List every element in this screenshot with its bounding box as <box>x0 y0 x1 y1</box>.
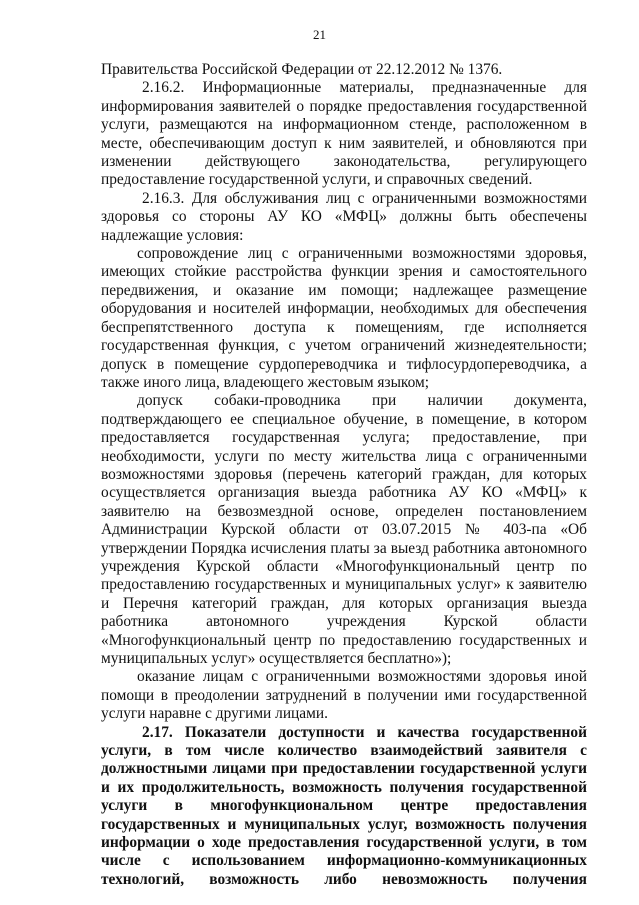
paragraph: допуск собаки-проводника при наличии документа, подтверждающего ее специальное обучение, в помещение, в котором предоставляется государственная услуга; предоставление, при необходимости, услуги по месту жительства лица с ограниченными возможностями здоровья (перечень категорий граждан, для которых осуществляется организация выезда работника АУ КО «МФЦ» к заявителю на безвозмездной основе, определен постановлением Администрации Курской области от 03.07.2015 № 403-па «Об утверждении Порядка исчисления платы за выезд работника автономного учреждения Курской области «Многофункциональный центр по предоставлению государственных и муниципальных услуг» к заявителю и Перечня категорий граждан, для которых организация выезда работника автономного учреждения Курской области «Многофункциональный центр по предоставлению государственных и муниципальных услуг» осуществляется бесплатно»); <box>101 392 587 667</box>
page-number: 21 <box>313 27 326 42</box>
paragraph: сопровождение лиц с ограниченными возможностями здоровья, имеющих стойкие расстройства функции зрения и самостоятельного передвижения, и оказание им помощи; надлежащее размещение оборудования и носителей информации, необходимых для обеспечения беспрепятственного доступа к помещениям, где исполняется государственная функция, с учетом ограничений жизнедеятельности; допуск в помещение сурдопереводчика и тифлосурдопереводчика, а также иного лица, владеющего жестовым языком; <box>101 245 587 391</box>
body-text <box>101 61 587 889</box>
paragraph: 2.16.3. Для обслуживания лиц с ограниченными возможностями здоровья со стороны АУ КО «МФЦ» должны быть обеспечены надлежащие условия: <box>101 189 587 244</box>
section-heading: 2.17. Показатели доступности и качества государственной услуги, в том числе количество взаимодействий заявителя с должностными лицами при предоставлении государственной услуги и их продолжительность, возможность получения государственной услуги в многофункциональном центре предоставления государственных и муниципальных услуг, возможность получения информации о ходе предоставления государственной услуги, в том числе с использованием информационно-коммуникационных технологий, возможность либо невозможность получения <box>101 723 587 888</box>
paragraph: Правительства Российской Федерации от 22.12.2012 № 1376. <box>101 61 503 78</box>
paragraph: 2.16.2. Информационные материалы, предназначенные для информирования заявителей о порядке предоставления государственной услуги, размещаются на информационном стенде, расположенном в месте, обеспечивающим доступ к ним заявителей, и обновляются при изменении действующего законодательства, регулирующего предоставление государственной услуги, и справочных сведений. <box>101 79 587 189</box>
paragraph: оказание лицам с ограниченными возможностями здоровья иной помощи в преодолении затруднений в получении ими государственной услуги наравне с другими лицами. <box>101 668 587 723</box>
